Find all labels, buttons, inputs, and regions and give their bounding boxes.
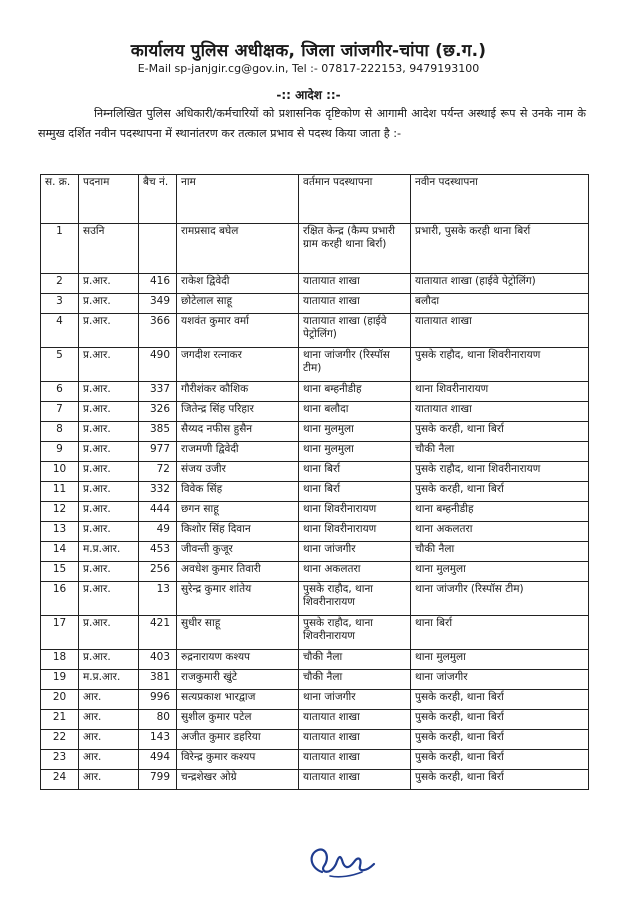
cell-current-posting: यातायात शाखा: [299, 750, 411, 770]
table-row: [41, 582, 589, 616]
cell-rank: आर.: [79, 690, 139, 710]
cell-current-posting: यातायात शाखा: [299, 294, 411, 314]
cell-name: छगन साहू: [177, 502, 299, 522]
table-row: [41, 562, 589, 582]
table-row: [41, 502, 589, 522]
cell-rank: प्र.आर.: [79, 562, 139, 582]
cell-rank: म.प्र.आर.: [79, 542, 139, 562]
cell-current-posting: थाना बिर्रा: [299, 482, 411, 502]
cell-new-posting: चौकी नैला: [411, 542, 589, 562]
cell-new-posting: पुसके करही, थाना बिर्रा: [411, 690, 589, 710]
table-row: [41, 710, 589, 730]
cell-current-posting: थाना जांजगीर (रिस्पॉस टीम): [299, 348, 411, 382]
cell-name: सुशील कुमार पटेल: [177, 710, 299, 730]
cell-sn: 2: [41, 274, 79, 294]
table-row: [41, 314, 589, 348]
contact-line: E-Mail sp-janjgir.cg@gov.in, Tel :- 07817-222153, 9479193100: [137, 62, 480, 75]
cell-sn: 22: [41, 730, 79, 750]
cell-new-posting: यातायात शाखा: [411, 402, 589, 422]
table-row: [41, 690, 589, 710]
cell-new-posting: पुसके राहौद, थाना शिवरीनारायण: [411, 348, 589, 382]
cell-current-posting: थाना जांजगीर: [299, 542, 411, 562]
table-row: [41, 522, 589, 542]
cell-name: गौरीशंकर कौशिक: [177, 382, 299, 402]
cell-new-posting: प्रभारी, पुसके करही थाना बिर्रा: [411, 224, 589, 274]
table-row: [41, 224, 589, 274]
cell-sn: 6: [41, 382, 79, 402]
cell-name: अवधेश कुमार तिवारी: [177, 562, 299, 582]
cell-name: चन्द्रशेखर ओग्रे: [177, 770, 299, 790]
cell-badge: 381: [139, 670, 177, 690]
cell-badge: 13: [139, 582, 177, 616]
cell-badge: 256: [139, 562, 177, 582]
cell-current-posting: थाना बलौदा: [299, 402, 411, 422]
header-sn: स. क्र.: [41, 175, 79, 224]
cell-badge: 403: [139, 650, 177, 670]
cell-name: यशवंत कुमार वर्मा: [177, 314, 299, 348]
order-heading: -:: आदेश ::-: [276, 88, 341, 102]
cell-sn: 9: [41, 442, 79, 462]
cell-sn: 7: [41, 402, 79, 422]
cell-current-posting: थाना बिर्रा: [299, 462, 411, 482]
cell-name: सत्यप्रकाश भारद्वाज: [177, 690, 299, 710]
cell-name: किशोर सिंह दिवान: [177, 522, 299, 542]
cell-rank: प्र.आर.: [79, 348, 139, 382]
cell-badge: 490: [139, 348, 177, 382]
table-row: [41, 462, 589, 482]
cell-sn: 18: [41, 650, 79, 670]
table-row: [41, 274, 589, 294]
transfer-table: [40, 174, 589, 790]
cell-sn: 14: [41, 542, 79, 562]
cell-sn: 5: [41, 348, 79, 382]
table-row: [41, 402, 589, 422]
cell-new-posting: थाना मुलमुला: [411, 562, 589, 582]
cell-new-posting: थाना मुलमुला: [411, 650, 589, 670]
cell-badge: 799: [139, 770, 177, 790]
cell-name: सुरेन्द्र कुमार शांतेय: [177, 582, 299, 616]
signature: [300, 842, 380, 882]
table-row: [41, 730, 589, 750]
cell-name: रुद्रनारायण कश्यप: [177, 650, 299, 670]
cell-new-posting: थाना बम्हनीडीह: [411, 502, 589, 522]
cell-sn: 12: [41, 502, 79, 522]
table-row: [41, 770, 589, 790]
table-row: [41, 482, 589, 502]
cell-current-posting: यातायात शाखा: [299, 274, 411, 294]
cell-current-posting: रक्षित केन्द्र (कैम्प प्रभारी ग्राम करही थाना बिर्रा): [299, 224, 411, 274]
cell-badge: 494: [139, 750, 177, 770]
cell-name: सैय्यद नफीस हुसैन: [177, 422, 299, 442]
cell-current-posting: थाना मुलमुला: [299, 422, 411, 442]
cell-sn: 11: [41, 482, 79, 502]
cell-badge: 996: [139, 690, 177, 710]
table-row: [41, 542, 589, 562]
header-badge: बैच नं.: [139, 175, 177, 224]
cell-new-posting: पुसके राहौद, थाना शिवरीनारायण: [411, 462, 589, 482]
header-name: नाम: [177, 175, 299, 224]
cell-rank: प्र.आर.: [79, 502, 139, 522]
cell-new-posting: थाना जांजगीर: [411, 670, 589, 690]
cell-new-posting: पुसके करही, थाना बिर्रा: [411, 422, 589, 442]
table-row: [41, 442, 589, 462]
cell-rank: म.प्र.आर.: [79, 670, 139, 690]
cell-rank: आर.: [79, 750, 139, 770]
cell-rank: प्र.आर.: [79, 582, 139, 616]
table-row: [41, 670, 589, 690]
cell-sn: 24: [41, 770, 79, 790]
cell-current-posting: थाना अकलतरा: [299, 562, 411, 582]
cell-sn: 15: [41, 562, 79, 582]
cell-sn: 8: [41, 422, 79, 442]
cell-badge: 444: [139, 502, 177, 522]
cell-rank: प्र.आर.: [79, 274, 139, 294]
table-body: [41, 224, 589, 790]
table-row: [41, 382, 589, 402]
cell-rank: प्र.आर.: [79, 422, 139, 442]
cell-new-posting: थाना शिवरीनारायण: [411, 382, 589, 402]
cell-name: जितेन्द्र सिंह परिहार: [177, 402, 299, 422]
cell-current-posting: चौकी नैला: [299, 650, 411, 670]
cell-sn: 13: [41, 522, 79, 542]
table-header-row: [41, 175, 589, 224]
cell-sn: 10: [41, 462, 79, 482]
cell-current-posting: यातायात शाखा: [299, 770, 411, 790]
cell-badge: 366: [139, 314, 177, 348]
cell-rank: प्र.आर.: [79, 522, 139, 542]
cell-new-posting: पुसके करही, थाना बिर्रा: [411, 730, 589, 750]
cell-new-posting: थाना बिर्रा: [411, 616, 589, 650]
cell-current-posting: पुसके राहौद, थाना शिवरीनारायण: [299, 582, 411, 616]
header-current-posting: वर्तमान पदस्थापना: [299, 175, 411, 224]
cell-sn: 23: [41, 750, 79, 770]
table-row: [41, 650, 589, 670]
cell-name: जीवन्ती कुजूर: [177, 542, 299, 562]
cell-name: विरेन्द्र कुमार कश्यप: [177, 750, 299, 770]
cell-badge: 385: [139, 422, 177, 442]
cell-current-posting: यातायात शाखा (हाईवे पेट्रोलिंग): [299, 314, 411, 348]
cell-current-posting: यातायात शाखा: [299, 730, 411, 750]
cell-name: अजीत कुमार डहरिया: [177, 730, 299, 750]
cell-name: सुधीर साहू: [177, 616, 299, 650]
cell-new-posting: थाना जांजगीर (रिस्पॉस टीम): [411, 582, 589, 616]
cell-badge: 337: [139, 382, 177, 402]
cell-badge: 49: [139, 522, 177, 542]
cell-sn: 16: [41, 582, 79, 616]
cell-sn: 1: [41, 224, 79, 274]
cell-sn: 19: [41, 670, 79, 690]
cell-sn: 4: [41, 314, 79, 348]
cell-rank: प्र.आर.: [79, 616, 139, 650]
cell-new-posting: बलौदा: [411, 294, 589, 314]
cell-rank: प्र.आर.: [79, 314, 139, 348]
cell-name: संजय उजीर: [177, 462, 299, 482]
cell-name: राजकुमारी खुंटे: [177, 670, 299, 690]
cell-rank: प्र.आर.: [79, 442, 139, 462]
cell-badge: 416: [139, 274, 177, 294]
office-title: कार्यालय पुलिस अधीक्षक, जिला जांजगीर-चांपा (छ.ग.): [130, 41, 487, 61]
cell-new-posting: पुसके करही, थाना बिर्रा: [411, 482, 589, 502]
cell-rank: सउनि: [79, 224, 139, 274]
cell-badge: [139, 224, 177, 274]
cell-new-posting: यातायात शाखा: [411, 314, 589, 348]
cell-badge: 143: [139, 730, 177, 750]
table-row: [41, 348, 589, 382]
cell-current-posting: थाना शिवरीनारायण: [299, 522, 411, 542]
cell-sn: 21: [41, 710, 79, 730]
table-row: [41, 422, 589, 442]
cell-current-posting: थाना जांजगीर: [299, 690, 411, 710]
cell-rank: प्र.आर.: [79, 462, 139, 482]
cell-new-posting: पुसके करही, थाना बिर्रा: [411, 770, 589, 790]
table-row: [41, 294, 589, 314]
cell-rank: प्र.आर.: [79, 294, 139, 314]
cell-rank: प्र.आर.: [79, 402, 139, 422]
cell-new-posting: चौकी नैला: [411, 442, 589, 462]
cell-name: जगदीश रत्नाकर: [177, 348, 299, 382]
cell-current-posting: यातायात शाखा: [299, 710, 411, 730]
cell-new-posting: पुसके करही, थाना बिर्रा: [411, 710, 589, 730]
cell-badge: 72: [139, 462, 177, 482]
cell-name: विवेक सिंह: [177, 482, 299, 502]
cell-badge: 80: [139, 710, 177, 730]
cell-new-posting: यातायात शाखा (हाईवे पेट्रोलिंग): [411, 274, 589, 294]
cell-current-posting: थाना शिवरीनारायण: [299, 502, 411, 522]
cell-name: रामप्रसाद बघेल: [177, 224, 299, 274]
cell-rank: प्र.आर.: [79, 382, 139, 402]
cell-current-posting: थाना मुलमुला: [299, 442, 411, 462]
table-row: [41, 750, 589, 770]
cell-rank: प्र.आर.: [79, 650, 139, 670]
header-new-posting: नवीन पदस्थापना: [411, 175, 589, 224]
cell-sn: 20: [41, 690, 79, 710]
cell-badge: 349: [139, 294, 177, 314]
cell-badge: 453: [139, 542, 177, 562]
cell-sn: 17: [41, 616, 79, 650]
cell-rank: आर.: [79, 710, 139, 730]
cell-badge: 421: [139, 616, 177, 650]
cell-badge: 977: [139, 442, 177, 462]
cell-badge: 326: [139, 402, 177, 422]
intro-paragraph: निम्नलिखित पुलिस अधिकारी/कर्मचारियों को प्रशासनिक दृष्टिकोण से आगामी आदेश पर्यन्त अस्थाई रूप से उनके नाम के सम्मुख दर्शित नवीन पदस्थापना में स्थानांतरण कर तत्काल प्रभाव से पदस्थ किया जाता है :-: [38, 107, 586, 140]
cell-new-posting: पुसके करही, थाना बिर्रा: [411, 750, 589, 770]
cell-rank: आर.: [79, 730, 139, 750]
cell-sn: 3: [41, 294, 79, 314]
cell-current-posting: चौकी नैला: [299, 670, 411, 690]
cell-name: छोटेलाल साहू: [177, 294, 299, 314]
cell-rank: आर.: [79, 770, 139, 790]
cell-current-posting: पुसके राहौद, थाना शिवरीनारायण: [299, 616, 411, 650]
cell-current-posting: थाना बम्हनीडीह: [299, 382, 411, 402]
cell-badge: 332: [139, 482, 177, 502]
table-row: [41, 616, 589, 650]
cell-rank: प्र.आर.: [79, 482, 139, 502]
cell-new-posting: थाना अकलतरा: [411, 522, 589, 542]
cell-name: राकेश द्विवेदी: [177, 274, 299, 294]
header-rank: पदनाम: [79, 175, 139, 224]
cell-name: राजमणी द्विवेदी: [177, 442, 299, 462]
